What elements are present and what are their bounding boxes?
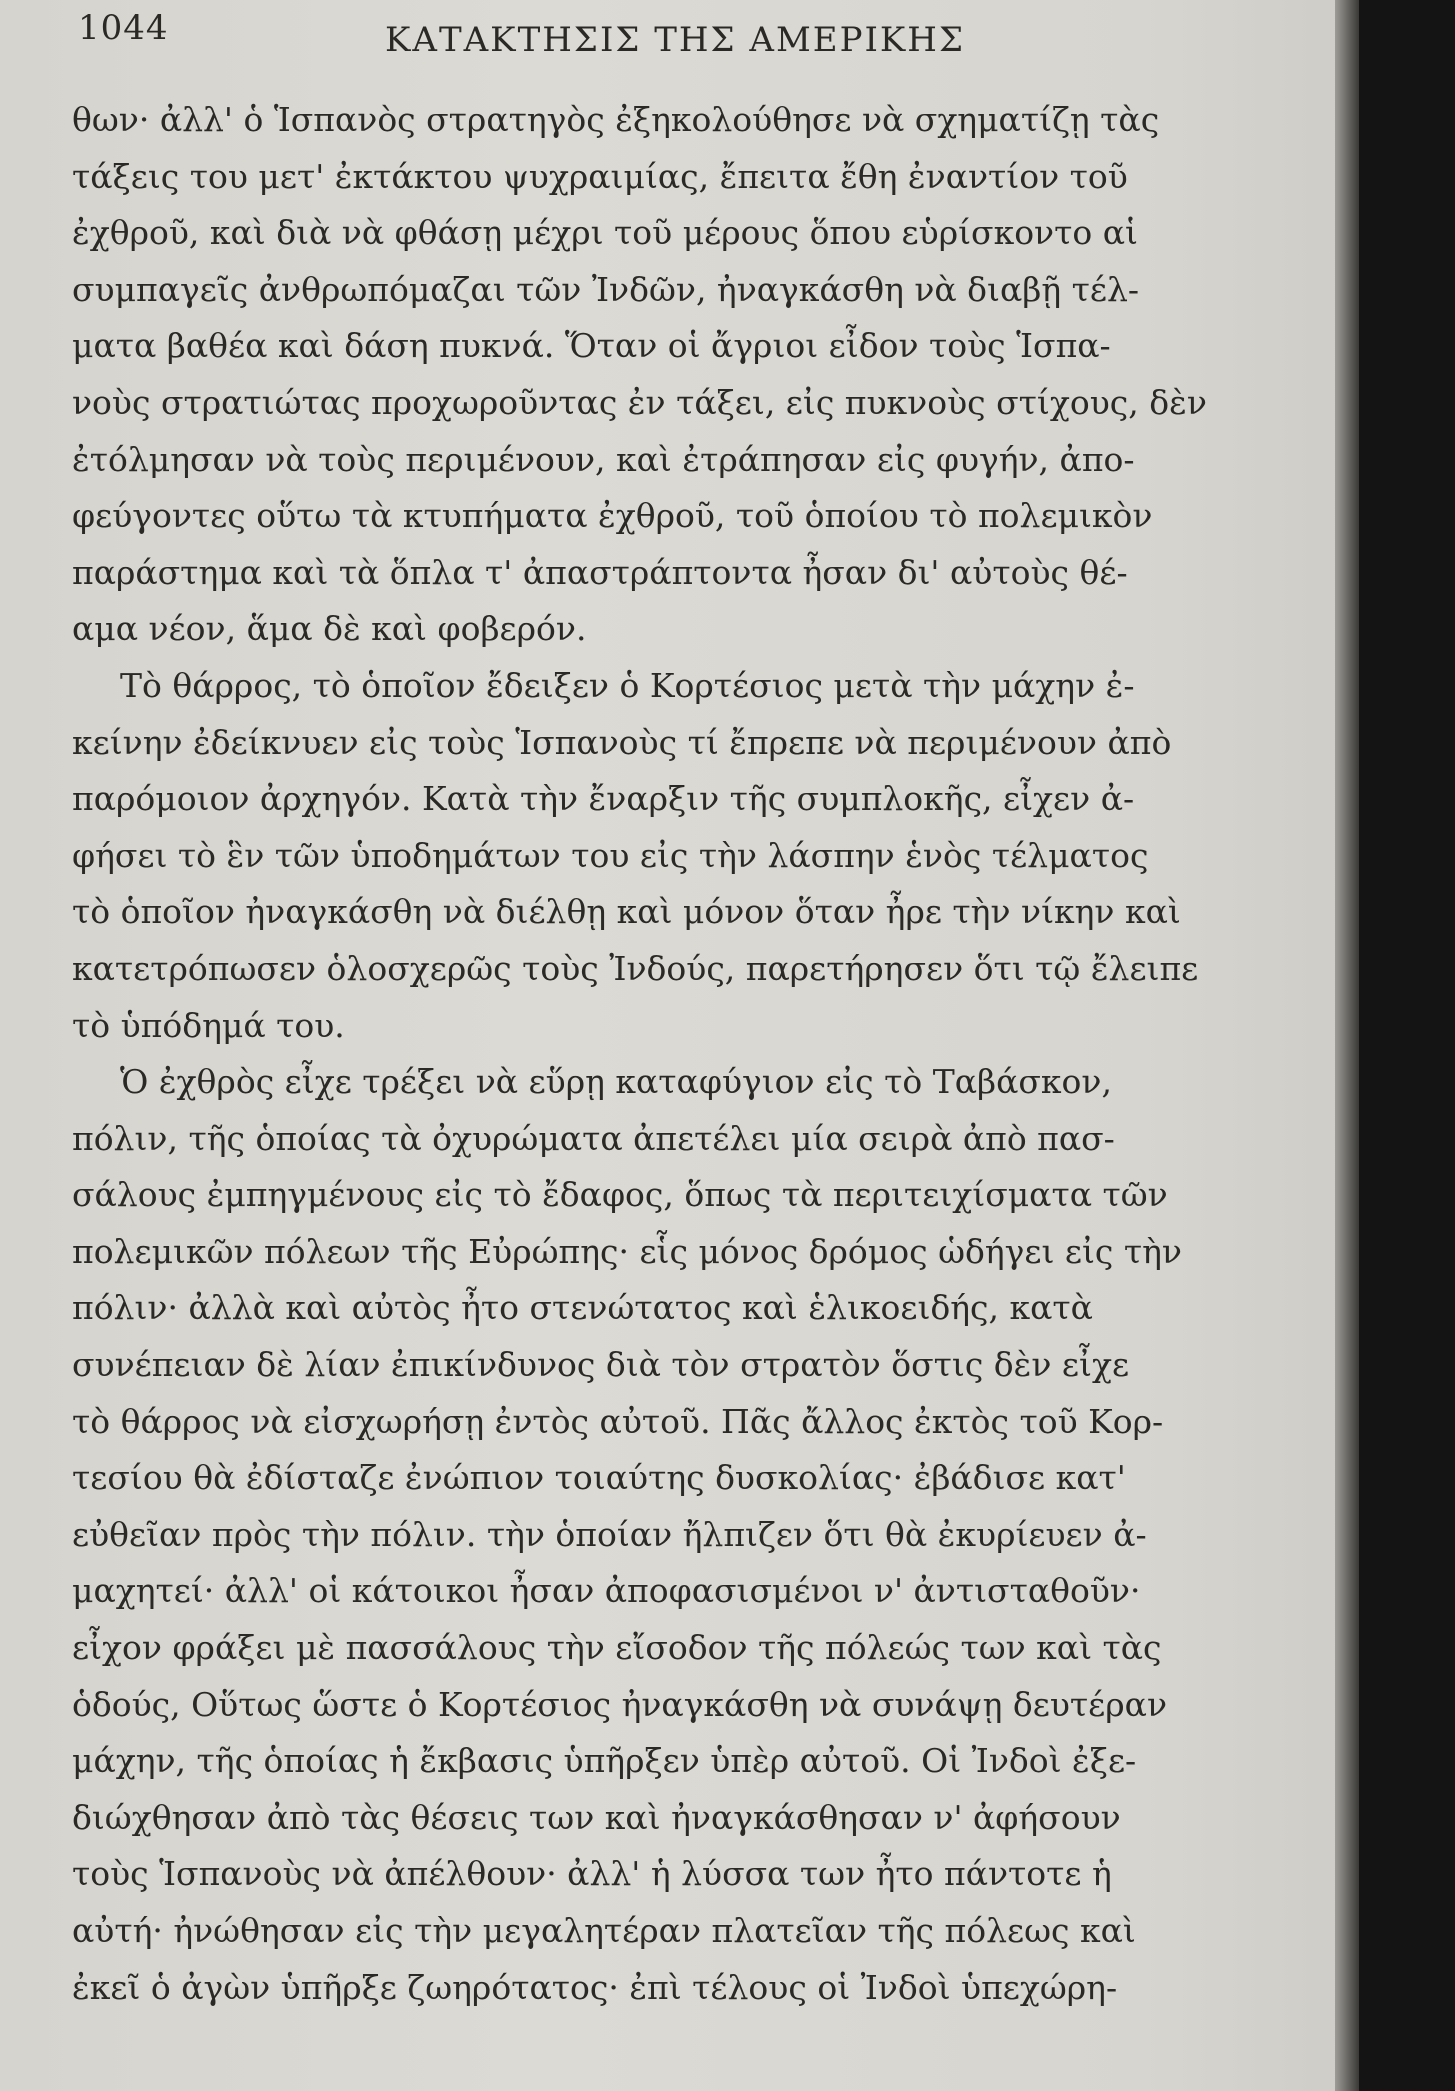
text-line: Τὸ θάρρος, τὸ ὁποῖον ἔδειξεν ὁ Κορτέσιος μετὰ τὴν μάχην ἐ- (120, 665, 1135, 705)
text-line: παρόμοιον ἀρχηγόν. Κατὰ τὴν ἔναρξιν τῆς συμπλοκῆς, εἶχεν ἀ- (72, 779, 1135, 819)
text-line: κείνην ἐδείκνυεν εἰς τοὺς Ἱσπανοὺς τί ἔπρεπε νὰ περιμένουν ἀπὸ (72, 722, 1172, 762)
text-line: συνέπειαν δὲ λίαν ἐπικίνδυνος διὰ τὸν στρατὸν ὅστις δὲν εἶχε (72, 1345, 1130, 1385)
text-line: μαχητεί· ἀλλ' οἱ κάτοικοι ἦσαν ἀποφασισμένοι ν' ἀντισταθοῦν· (72, 1571, 1141, 1611)
text-line: κατετρόπωσεν ὁλοσχερῶς τοὺς Ἰνδούς, παρετήρησεν ὅτι τῷ ἔλειπε (72, 948, 1199, 988)
text-line: αμα νέον, ἅμα δὲ καὶ φοβερόν. (72, 609, 587, 649)
text-line: πόλιν, τῆς ὁποίας τὰ ὀχυρώματα ἀπετέλει μία σειρὰ ἀπὸ πασ- (72, 1118, 1115, 1158)
text-line: Ὁ ἐχθρὸς εἶχε τρέξει νὰ εὕρῃ καταφύγιον εἰς τὸ Ταβάσκον, (120, 1062, 1112, 1102)
page-header (0, 0, 1345, 80)
text-line: ὁδούς, Οὕτως ὥστε ὁ Κορτέσιος ἠναγκάσθη νὰ συνάψῃ δευτέραν (72, 1684, 1168, 1724)
text-line: τεσίου θὰ ἐδίσταζε ἐνώπιον τοιαύτης δυσκολίας· ἐβάδισε κατ' (72, 1458, 1126, 1498)
text-line: πολεμικῶν πόλεων τῆς Εὐρώπης· εἷς μόνος δρόμος ὡδήγει εἰς τὴν (72, 1231, 1182, 1271)
text-line: νοὺς στρατιώτας προχωροῦντας ἐν τάξει, εἰς πυκνοὺς στίχους, δὲν (72, 382, 1207, 422)
running-title: ΚΑΤΑΚΤΗΣΙΣ ΤΗΣ ΑΜΕΡΙΚΗΣ (385, 20, 965, 60)
text-line: τάξεις του μετ' ἐκτάκτου ψυχραιμίας, ἔπειτα ἔθη ἐναντίον τοῦ (72, 156, 1128, 196)
text-line: σάλους ἐμπηγμένους εἰς τὸ ἔδαφος, ὅπως τὰ περιτειχίσματα τῶν (72, 1175, 1168, 1215)
text-line: συμπαγεῖς ἀνθρωπόμαζαι τῶν Ἰνδῶν, ἠναγκάσθη νὰ διαβῇ τέλ- (72, 269, 1140, 309)
text-line: εἶχον φράξει μὲ πασσάλους τὴν εἴσοδον τῆς πόλεώς των καὶ τὰς (72, 1628, 1162, 1668)
page-gutter-shadow (1335, 0, 1359, 2091)
text-line: μάχην, τῆς ὁποίας ἡ ἔκβασις ὑπῆρξεν ὑπὲρ αὐτοῦ. Οἱ Ἰνδοὶ ἐξε- (72, 1741, 1137, 1781)
paragraph (72, 658, 1232, 1054)
body-text (72, 92, 1232, 2016)
paragraph (72, 1054, 1232, 2016)
text-line: τὸ θάρρος νὰ εἰσχωρήσῃ ἐντὸς αὐτοῦ. Πᾶς ἄλλος ἐκτὸς τοῦ Κορ- (72, 1401, 1164, 1441)
text-line: πόλιν· ἀλλὰ καὶ αὐτὸς ἦτο στενώτατος καὶ ἑλικοειδής, κατὰ (72, 1288, 1093, 1328)
text-line: τὸ ὁποῖον ἠναγκάσθη νὰ διέλθῃ καὶ μόνον ὅταν ἦρε τὴν νίκην καὶ (72, 892, 1181, 932)
text-line: διώχθησαν ἀπὸ τὰς θέσεις των καὶ ἠναγκάσθησαν ν' ἀφήσουν (72, 1797, 1121, 1837)
page-number: 1044 (78, 8, 169, 48)
text-line: ἐχθροῦ, καὶ διὰ νὰ φθάσῃ μέχρι τοῦ μέρους ὅπου εὑρίσκοντο αἱ (72, 213, 1138, 253)
paragraph (72, 92, 1232, 658)
text-line: φεύγοντες οὕτω τὰ κτυπήματα ἐχθροῦ, τοῦ ὁποίου τὸ πολεμικὸν (72, 496, 1153, 536)
text-line: ματα βαθέα καὶ δάση πυκνά. Ὅταν οἱ ἄγριοι εἶδον τοὺς Ἱσπα- (72, 326, 1111, 366)
text-line: ἐτόλμησαν νὰ τοὺς περιμένουν, καὶ ἐτράπησαν εἰς φυγήν, ἀπο- (72, 439, 1135, 479)
text-line: εὐθεῖαν πρὸς τὴν πόλιν. τὴν ὁποίαν ἤλπιζεν ὅτι θὰ ἐκυρίευεν ἀ- (72, 1514, 1147, 1554)
text-line: τοὺς Ἱσπανοὺς νὰ ἀπέλθουν· ἀλλ' ἡ λύσσα των ἦτο πάντοτε ἡ (72, 1854, 1112, 1894)
text-line: αὐτή· ἠνώθησαν εἰς τὴν μεγαλητέραν πλατεῖαν τῆς πόλεως καὶ (72, 1911, 1136, 1950)
book-binding (1359, 0, 1455, 2091)
text-line: φήσει τὸ ἓν τῶν ὑποδημάτων του εἰς τὴν λάσπην ἑνὸς τέλματος (72, 835, 1149, 875)
text-line: ἐκεῖ ὁ ἀγὼν ὑπῆρξε ζωηρότατος· ἐπὶ τέλους οἱ Ἰνδοὶ ὑπεχώρη- (72, 1967, 1118, 2007)
text-line: θων· ἀλλ' ὁ Ἱσπανὸς στρατηγὸς ἐξηκολούθησε νὰ σχηματίζῃ τὰς (72, 100, 1160, 139)
text-line: τὸ ὑπόδημά του. (72, 1005, 345, 1045)
text-line: παράστημα καὶ τὰ ὅπλα τ' ἀπαστράπτοντα ἦσαν δι' αὐτοὺς θέ- (72, 552, 1128, 592)
